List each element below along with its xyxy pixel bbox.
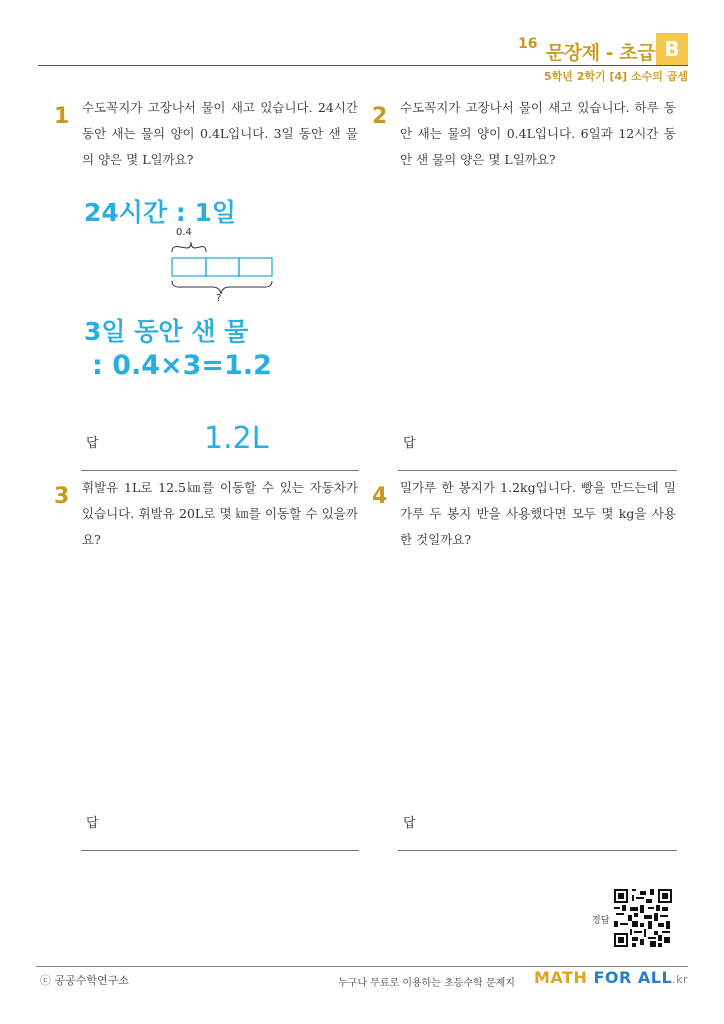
tape-diagram bbox=[160, 236, 284, 306]
footer-divider bbox=[36, 966, 688, 967]
answer-label-1: 답 bbox=[86, 436, 99, 451]
answer-line-2 bbox=[398, 470, 677, 471]
answer-line-1 bbox=[81, 470, 359, 471]
problem-1-number: 1 bbox=[54, 104, 70, 129]
problem-4-text: 밀가루 한 봉지가 1.2kg입니다. 빵을 만드는데 밀가루 두 봉지 반을 사용했다면 모두 몇 kg을 사용한 것일까요? bbox=[400, 480, 676, 547]
copyright: ⓒ 공공수학연구소 bbox=[40, 974, 129, 987]
answer-label-2: 답 bbox=[403, 436, 416, 451]
problem-1-text: 수도꼭지가 고장나서 물이 새고 있습니다. 24시간 동안 새는 물의 양이 0.4L입니다. 3일 동안 샌 물의 양은 몇 L일까요? bbox=[82, 100, 358, 167]
page-number: 16 bbox=[518, 36, 538, 52]
problem-3-text: 휘발유 1L로 12.5㎞를 이동할 수 있는 자동차가 있습니다. 휘발유 20L로 몇 ㎞를 이동할 수 있을까요? bbox=[82, 480, 358, 547]
tape-top-label: 0.4 bbox=[176, 227, 192, 238]
answer-1-value: 1.2L bbox=[204, 421, 269, 456]
footer-tagline: 누구나 무료로 이용하는 초등수학 문제지 bbox=[338, 978, 515, 989]
problem-4-number: 4 bbox=[372, 484, 388, 509]
brand-domain: .kr bbox=[672, 973, 689, 986]
worksheet-title: 문장제 - 초급 bbox=[546, 42, 655, 64]
answer-label-3: 답 bbox=[86, 816, 99, 831]
problem-2-text: 수도꼭지가 고장나서 물이 새고 있습니다. 하루 동안 새는 물의 양이 0.4L입니다. 6일과 12시간 동안 샌 물의 양은 몇 L일까요? bbox=[400, 100, 676, 167]
header-divider bbox=[38, 65, 688, 66]
qr-label: 정답 bbox=[592, 916, 610, 926]
qr-code-icon[interactable] bbox=[614, 889, 672, 947]
tape-bottom-label: ? bbox=[216, 293, 222, 304]
answer-label-4: 답 bbox=[403, 816, 416, 831]
brand-logo[interactable] bbox=[534, 968, 688, 987]
level-badge: B bbox=[656, 33, 688, 65]
problem-2-number: 2 bbox=[372, 104, 388, 129]
work-line-ratio: 24시간 : 1일 bbox=[84, 198, 237, 227]
problem-3-number: 3 bbox=[54, 484, 70, 509]
answer-line-4 bbox=[398, 850, 677, 851]
work-line-equation: : 0.4×3=1.2 bbox=[92, 350, 272, 381]
worksheet-subtitle: 5학년 2학기 [4] 소수의 곱셈 bbox=[544, 70, 688, 83]
brand-math: MATH bbox=[534, 968, 588, 987]
brand-for-all: FOR ALL bbox=[593, 968, 673, 987]
answer-line-3 bbox=[81, 850, 359, 851]
work-line-description: 3일 동안 샌 물 bbox=[84, 317, 249, 346]
